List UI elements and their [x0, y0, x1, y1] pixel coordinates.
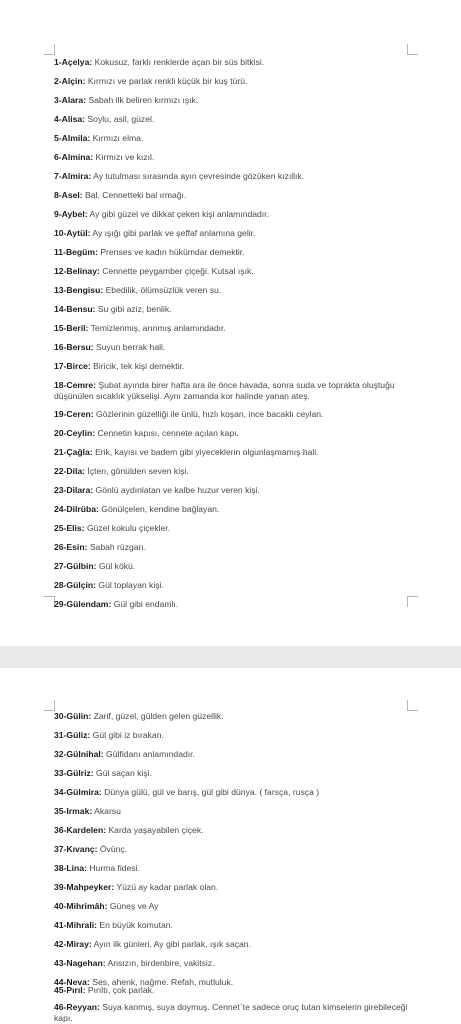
entry-name: 7-Almira:: [54, 171, 92, 181]
entry-name: 5-Almila:: [54, 133, 91, 143]
name-entry: [54, 114, 422, 125]
entry-meaning: Gül toplayan kişi.: [96, 580, 164, 590]
entry-name: 21-Çağla:: [54, 447, 93, 457]
name-entry: [54, 768, 422, 779]
entry-name: 6-Almina:: [54, 152, 94, 162]
entry-name: 19-Ceren:: [54, 409, 94, 419]
entry-name: 23-Dilara:: [54, 485, 94, 495]
name-entry: [54, 504, 422, 515]
entry-name: 3-Alara:: [54, 95, 86, 105]
entry-meaning: Erik, kayısı ve badem gibi yiyeceklerin olgunlaşmamış hali.: [92, 447, 319, 457]
entry-meaning: Kırmızı ve kızıl.: [93, 152, 155, 162]
entry-name: 33-Gülriz:: [54, 768, 94, 778]
entry-name: 45-Pırıl:: [54, 985, 86, 995]
margin-corner-top-left: [44, 44, 55, 55]
name-entry: [54, 447, 422, 458]
name-entry: [54, 863, 422, 874]
entry-meaning: Dünya gülü, gül ve barış, gül gibi dünya. ( farsça, rusça ): [101, 787, 320, 797]
entry-meaning: En büyük komutan.: [96, 920, 173, 930]
name-entry: [54, 1002, 422, 1023]
margin-corner-top-right: [407, 44, 418, 55]
entry-name: 14-Bensu:: [54, 304, 96, 314]
name-entry: [54, 57, 422, 68]
name-entry: [54, 304, 422, 315]
entry-name: 16-Bersu:: [54, 342, 94, 352]
name-entry: [54, 523, 422, 534]
name-entry: [54, 561, 422, 572]
entry-name: 26-Esin:: [54, 542, 88, 552]
name-entry: [54, 361, 422, 372]
name-entry: [54, 806, 422, 817]
entry-name: 11-Begüm:: [54, 247, 98, 257]
name-entry: [54, 599, 422, 610]
entry-name: 17-Birce:: [54, 361, 91, 371]
entry-meaning: Biricik, tek kişi demektir.: [90, 361, 185, 371]
entry-name: 24-Dilrüba:: [54, 504, 99, 514]
entry-meaning: Soylu, asil, güzel.: [85, 114, 155, 124]
entry-name: 43-Nagehan:: [54, 958, 106, 968]
entry-name: 41-Mihrali:: [54, 920, 97, 930]
entry-meaning: Sabah ilk beliren kırmızı ışık.: [86, 95, 199, 105]
entry-name: 28-Gülçin:: [54, 580, 97, 590]
entry-meaning: Yüzü ay kadar parlak olan.: [114, 882, 219, 892]
entry-meaning: Gönülçelen, kendine bağlayan.: [98, 504, 220, 514]
entry-meaning: Gül saçan kişi.: [93, 768, 152, 778]
entry-meaning: Prenses ve kadın hükümdar demektir.: [97, 247, 245, 257]
name-entry: [54, 152, 422, 163]
entry-name: 4-Alisa:: [54, 114, 86, 124]
entry-name: 10-Aytül:: [54, 228, 91, 238]
entry-meaning: Ay tutulması sırasında ayın çevresinde gözüken kızıllık.: [91, 171, 305, 181]
entry-name: 35-Irmak:: [54, 806, 93, 816]
margin-corner-top-left: [44, 700, 55, 711]
name-entry: [54, 711, 422, 722]
entry-meaning: Gözlerinin güzelliği ile ünlü, hızlı koşan, ince bacaklı ceylan.: [93, 409, 324, 419]
entry-name: 46-Reyyan:: [54, 1002, 100, 1012]
entry-name: 30-Gülin:: [54, 711, 92, 721]
entry-meaning: Gülfidanı anlamındadır.: [103, 749, 195, 759]
name-entry: [54, 76, 422, 87]
entry-meaning: Güzel kokulu çiçekler.: [84, 523, 171, 533]
entry-name: 37-Kıvanç:: [54, 844, 98, 854]
entry-name: 40-Mihrimâh:: [54, 901, 108, 911]
entry-meaning: Akarsu: [92, 806, 121, 816]
entry-meaning: Suya kanmış, suya doymuş. Cennet`te sadece oruç tutan kimselerin girebileceği kapı.: [54, 1002, 408, 1023]
entry-meaning: Karda yaşayabilen çiçek.: [106, 825, 204, 835]
entry-meaning: Kırmızı ve parlak renkli küçük bir kuş türü.: [85, 76, 248, 86]
name-entry: [54, 844, 422, 855]
name-entry: [54, 958, 422, 969]
name-entry: [54, 730, 422, 741]
name-entry: [54, 342, 422, 353]
entry-meaning: Övünç.: [97, 844, 128, 854]
name-entry: [54, 939, 422, 950]
entry-meaning: Gül gibi iz bırakan.: [90, 730, 164, 740]
entry-meaning: Bal. Cennetteki bal ırmağı.: [82, 190, 187, 200]
name-entry: [54, 228, 422, 239]
entry-name: 32-Gülnihal:: [54, 749, 104, 759]
entry-meaning: Şubat ayında birer hafta ara ile önce havada, sonra suda ve toprakta oluştuğu düşünülen sıcaklık yükselişi. Aynı zamanda kor halinde yanan ateş.: [54, 380, 395, 401]
entry-name: 18-Cemre:: [54, 380, 97, 390]
entry-name: 42-Miray:: [54, 939, 92, 949]
entry-meaning: Ansızın, birdenbire, vakitsiz.: [105, 958, 215, 968]
entry-meaning: Ay ışığı gibi parlak ve şeffaf anlamına gelir.: [90, 228, 256, 238]
entry-meaning: Ay gibi güzel ve dikkat çeken kişi anlamındadır.: [87, 209, 269, 219]
name-entry: [54, 266, 422, 277]
name-entry: [54, 580, 422, 591]
entry-name: 20-Ceylin:: [54, 428, 96, 438]
entry-meaning: Güneş ve Ay: [107, 901, 159, 911]
entry-name: 31-Güliz:: [54, 730, 91, 740]
entry-name: 12-Belinay:: [54, 266, 100, 276]
name-entry: [54, 409, 422, 420]
entry-meaning: Kırmızı elma.: [90, 133, 144, 143]
name-entry: [54, 920, 422, 931]
name-entry: [54, 466, 422, 477]
entry-meaning: Ebedilik, ölümsüzlük veren su.: [103, 285, 222, 295]
entry-meaning: Gül kökü.: [96, 561, 136, 571]
name-entry: [54, 285, 422, 296]
name-entry: [54, 825, 422, 836]
name-entry: [54, 247, 422, 258]
name-entry: [54, 380, 422, 401]
name-entry: [54, 542, 422, 553]
entry-meaning: Gönlü aydınlatan ve kalbe huzur veren kişi.: [93, 485, 260, 495]
entry-meaning: Pırıltı, çok parlak.: [85, 985, 155, 995]
name-entry: [54, 190, 422, 201]
entry-meaning: Suyun berrak hali.: [93, 342, 166, 352]
entry-name: 25-Elis:: [54, 523, 85, 533]
entry-meaning: Zarif, güzel, gülden gelen güzellik.: [91, 711, 224, 721]
entry-name: 29-Gülendam:: [54, 599, 112, 609]
entry-name: 2-Alçin:: [54, 76, 86, 86]
entry-name: 13-Bengisu:: [54, 285, 104, 295]
name-entry: [54, 171, 422, 182]
margin-corner-top-right: [407, 700, 418, 711]
name-entry: [54, 901, 422, 912]
entry-meaning: Kokusuz, farklı renklerde açan bir süs bitkisi.: [92, 57, 265, 67]
document-page-2: [0, 668, 461, 1024]
name-entry: [54, 985, 422, 996]
entry-meaning: Ses, ahenk, nağme. Refah, mutluluk.: [89, 977, 234, 987]
name-entry: [54, 882, 422, 893]
entry-meaning: Sabah rüzgarı.: [87, 542, 147, 552]
name-entry: [54, 428, 422, 439]
name-entry: [54, 95, 422, 106]
entry-name: 22-Dila:: [54, 466, 86, 476]
entry-name: 36-Kardelen:: [54, 825, 107, 835]
name-entry: [54, 749, 422, 760]
name-entry: [54, 485, 422, 496]
entry-name: 38-Lina:: [54, 863, 87, 873]
entry-meaning: Cennette peygamber çiçeği. Kutsal ışık.: [99, 266, 254, 276]
entry-meaning: İçten, gönülden seven kişi.: [85, 466, 189, 476]
entry-meaning: Su gibi aziz, benlik.: [95, 304, 172, 314]
name-entry: [54, 787, 422, 798]
entry-meaning: Cennetin kapısı, cennete açılan kapı.: [95, 428, 239, 438]
entry-name: 15-Beril:: [54, 323, 89, 333]
entry-meaning: Gül gibi endamlı.: [111, 599, 179, 609]
entry-name: 27-Gülbin:: [54, 561, 97, 571]
entry-name: 39-Mahpeyker:: [54, 882, 115, 892]
name-entry: [54, 209, 422, 220]
entry-name: 9-Aybel:: [54, 209, 88, 219]
name-entry: [54, 323, 422, 334]
name-entry: [54, 133, 422, 144]
entry-name: 44-Neva:: [54, 977, 90, 987]
entry-name: 8-Asel:: [54, 190, 83, 200]
entry-meaning: Ayın ilk günleri. Ay gibi parlak, ışık saçan.: [91, 939, 251, 949]
entry-meaning: Temizlenmiş, arınmış anlamındadır.: [88, 323, 226, 333]
entry-name: 1-Açelya:: [54, 57, 93, 67]
entry-meaning: Hurma fidesi.: [86, 863, 140, 873]
entry-name: 34-Gülmira:: [54, 787, 102, 797]
